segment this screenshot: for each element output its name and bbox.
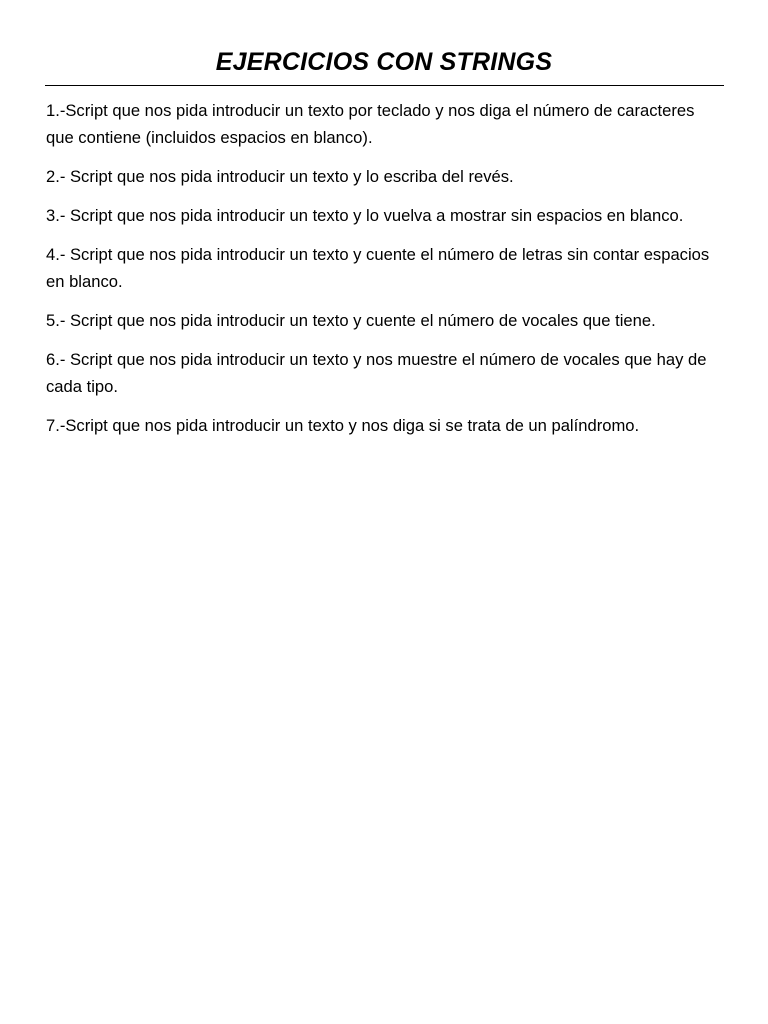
exercise-item: 6.- Script que nos pida introducir un texto y nos muestre el número de vocales que hay de cada tipo. [46, 350, 707, 396]
exercise-item: 2.- Script que nos pida introducir un texto y lo escriba del revés. [46, 167, 514, 186]
page-title: EJERCICIOS CON STRINGS [215, 48, 553, 76]
exercise-item: 1.-Script que nos pida introducir un texto por teclado y nos diga el número de caracteres que contiene (incluidos espacios en blanco). [46, 101, 695, 147]
exercise-item: 5.- Script que nos pida introducir un texto y cuente el número de vocales que tiene. [46, 311, 656, 330]
exercise-item: 7.-Script que nos pida introducir un texto y nos diga si se trata de un palíndromo. [46, 416, 640, 435]
exercise-item: 3.- Script que nos pida introducir un texto y lo vuelva a mostrar sin espacios en blanco. [46, 206, 684, 225]
exercise-item: 4.- Script que nos pida introducir un texto y cuente el número de letras sin contar espacios en blanco. [46, 245, 710, 291]
title-divider [45, 85, 724, 86]
exercise-list [46, 97, 722, 451]
